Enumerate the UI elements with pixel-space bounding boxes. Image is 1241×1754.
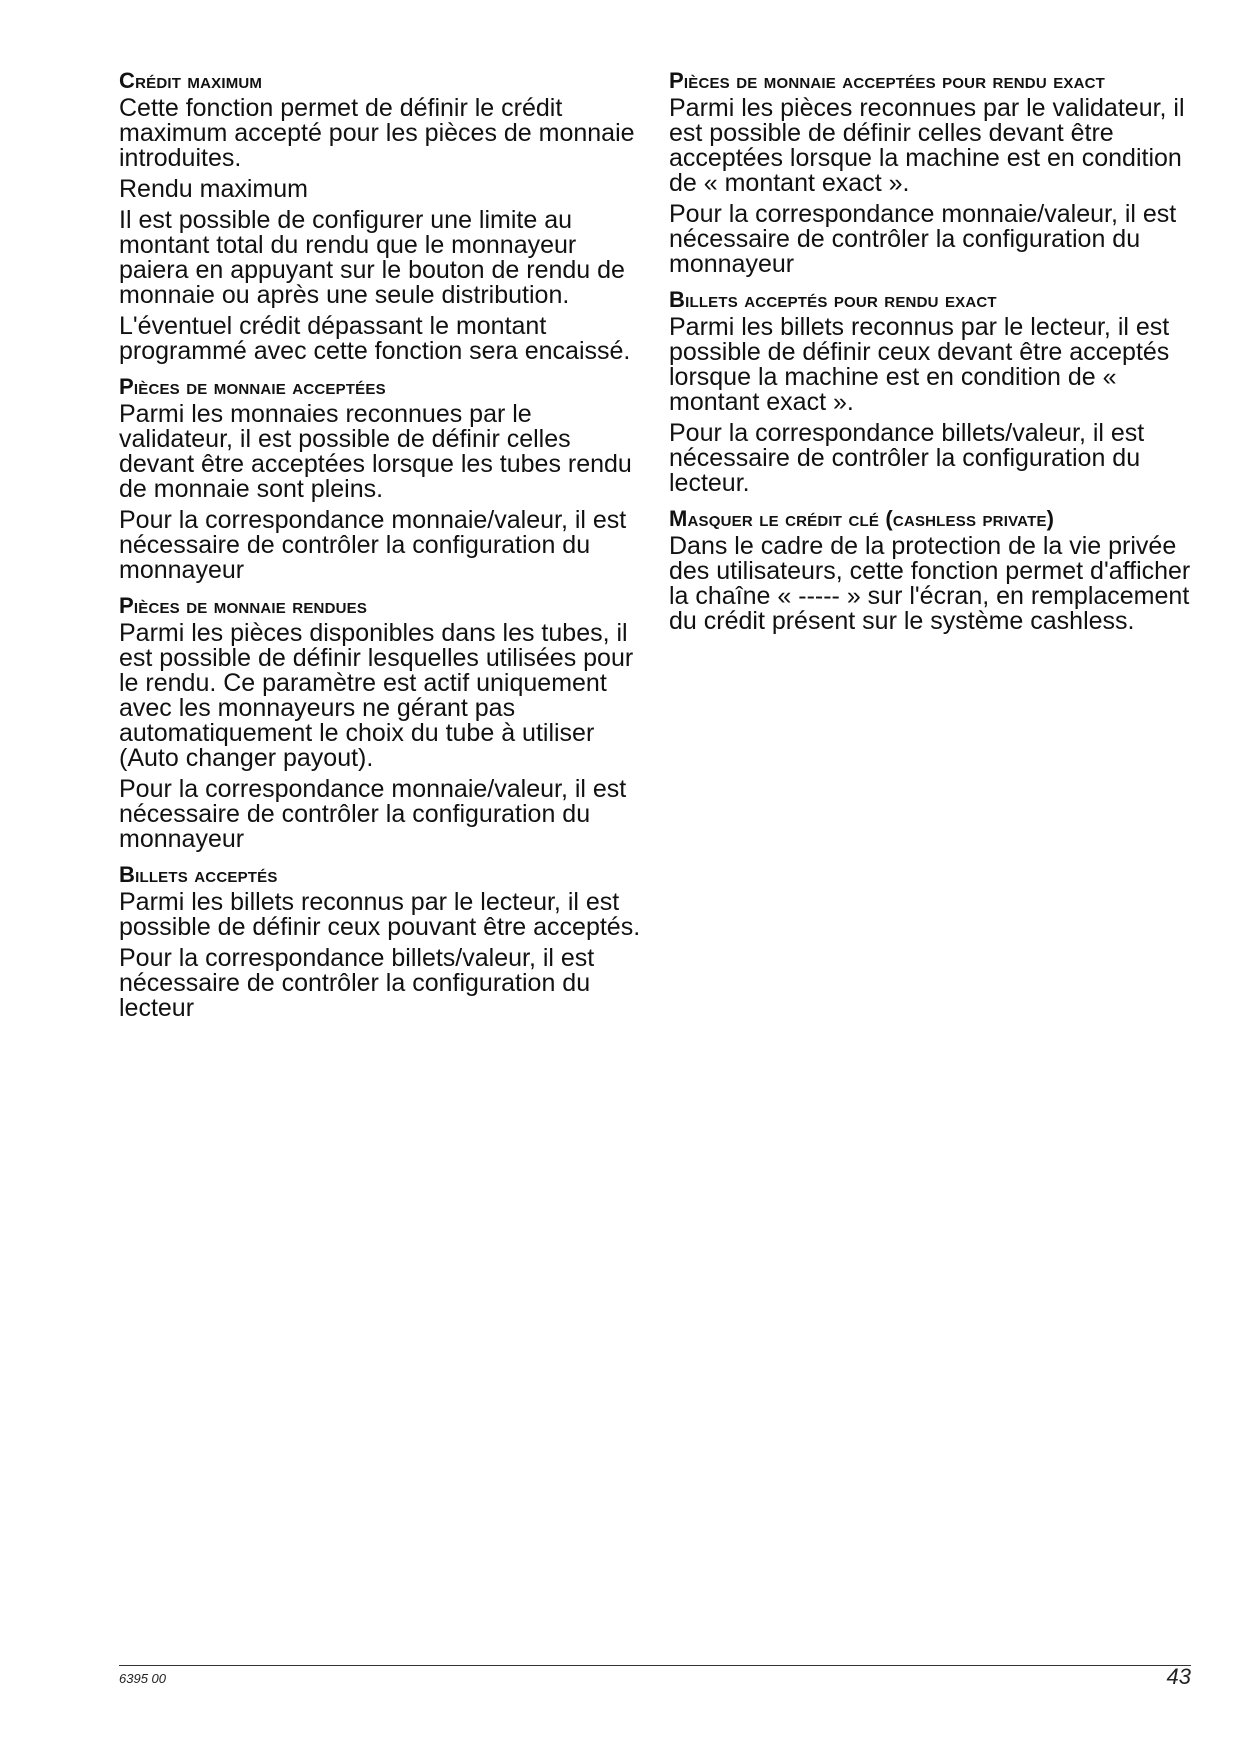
section-pieces-acceptees bbox=[119, 374, 644, 583]
section-heading: Pièces de monnaie acceptées bbox=[119, 374, 386, 399]
paragraph: Parmi les billets reconnus par le lecteur, il est possible de définir ceux devant être acceptés lorsque la machine est en condition de « montant exact ». bbox=[669, 313, 1170, 416]
paragraph: Rendu maximum bbox=[119, 175, 308, 203]
document-code: 6395 00 bbox=[119, 1671, 166, 1686]
paragraph: Parmi les pièces reconnues par le validateur, il est possible de définir celles devant être acceptées lorsque la machine est en condition de « montant exact ». bbox=[669, 94, 1185, 197]
section-pieces-rendues bbox=[119, 593, 644, 852]
section-heading: Pièces de monnaie rendues bbox=[119, 593, 368, 618]
section-heading: Masquer le crédit clé (cashless private) bbox=[669, 506, 1055, 531]
section-heading: Billets acceptés pour rendu exact bbox=[669, 287, 997, 312]
section-heading: Pièces de monnaie acceptées pour rendu exact bbox=[669, 68, 1106, 93]
paragraph: Pour la correspondance billets/valeur, il est nécessaire de contrôler la configuration du lecteur. bbox=[669, 419, 1145, 497]
section-billets-acceptes bbox=[119, 862, 644, 1021]
paragraph: Cette fonction permet de définir le crédit maximum accepté pour les pièces de monnaie introduites. bbox=[119, 94, 635, 172]
paragraph: Parmi les monnaies reconnues par le validateur, il est possible de définir celles devant être acceptées lorsque les tubes rendu de monnaie sont pleins. bbox=[119, 400, 632, 503]
footer-divider bbox=[119, 1665, 1191, 1666]
section-credit-maximum bbox=[119, 68, 644, 364]
paragraph: Parmi les pièces disponibles dans les tubes, il est possible de définir lesquelles utilisées pour le rendu. Ce paramètre est actif uniquement avec les monnayeurs ne gérant pas automatiquement le choix du tube à utiliser (Auto changer payout). bbox=[119, 619, 634, 772]
section-heading: Billets acceptés bbox=[119, 862, 278, 887]
paragraph: Pour la correspondance monnaie/valeur, il est nécessaire de contrôler la configuration du monnayeur bbox=[669, 200, 1177, 278]
paragraph: Il est possible de configurer une limite au montant total du rendu que le monnayeur paiera en appuyant sur le bouton de rendu de monnaie ou après une seule distribution. bbox=[119, 206, 625, 309]
section-masquer-credit bbox=[669, 506, 1194, 634]
right-column bbox=[669, 68, 1194, 644]
paragraph: Dans le cadre de la protection de la vie privée des utilisateurs, cette fonction permet d'afficher la chaîne « ----- » sur l'écran, en remplacement du crédit présent sur le système cashless. bbox=[669, 532, 1191, 635]
page-number: 43 bbox=[1166, 1664, 1191, 1689]
left-column bbox=[119, 68, 644, 1031]
paragraph: Pour la correspondance monnaie/valeur, il est nécessaire de contrôler la configuration du monnayeur bbox=[119, 506, 627, 584]
section-billets-rendu-exact bbox=[669, 287, 1194, 496]
section-pieces-rendu-exact bbox=[669, 68, 1194, 277]
paragraph: Pour la correspondance billets/valeur, il est nécessaire de contrôler la configuration du lecteur bbox=[119, 944, 595, 1022]
paragraph: Parmi les billets reconnus par le lecteur, il est possible de définir ceux pouvant être acceptés. bbox=[119, 888, 641, 941]
paragraph: Pour la correspondance monnaie/valeur, il est nécessaire de contrôler la configuration du monnayeur bbox=[119, 775, 627, 853]
paragraph: L'éventuel crédit dépassant le montant programmé avec cette fonction sera encaissé. bbox=[119, 312, 631, 365]
section-heading: Crédit maximum bbox=[119, 68, 263, 93]
